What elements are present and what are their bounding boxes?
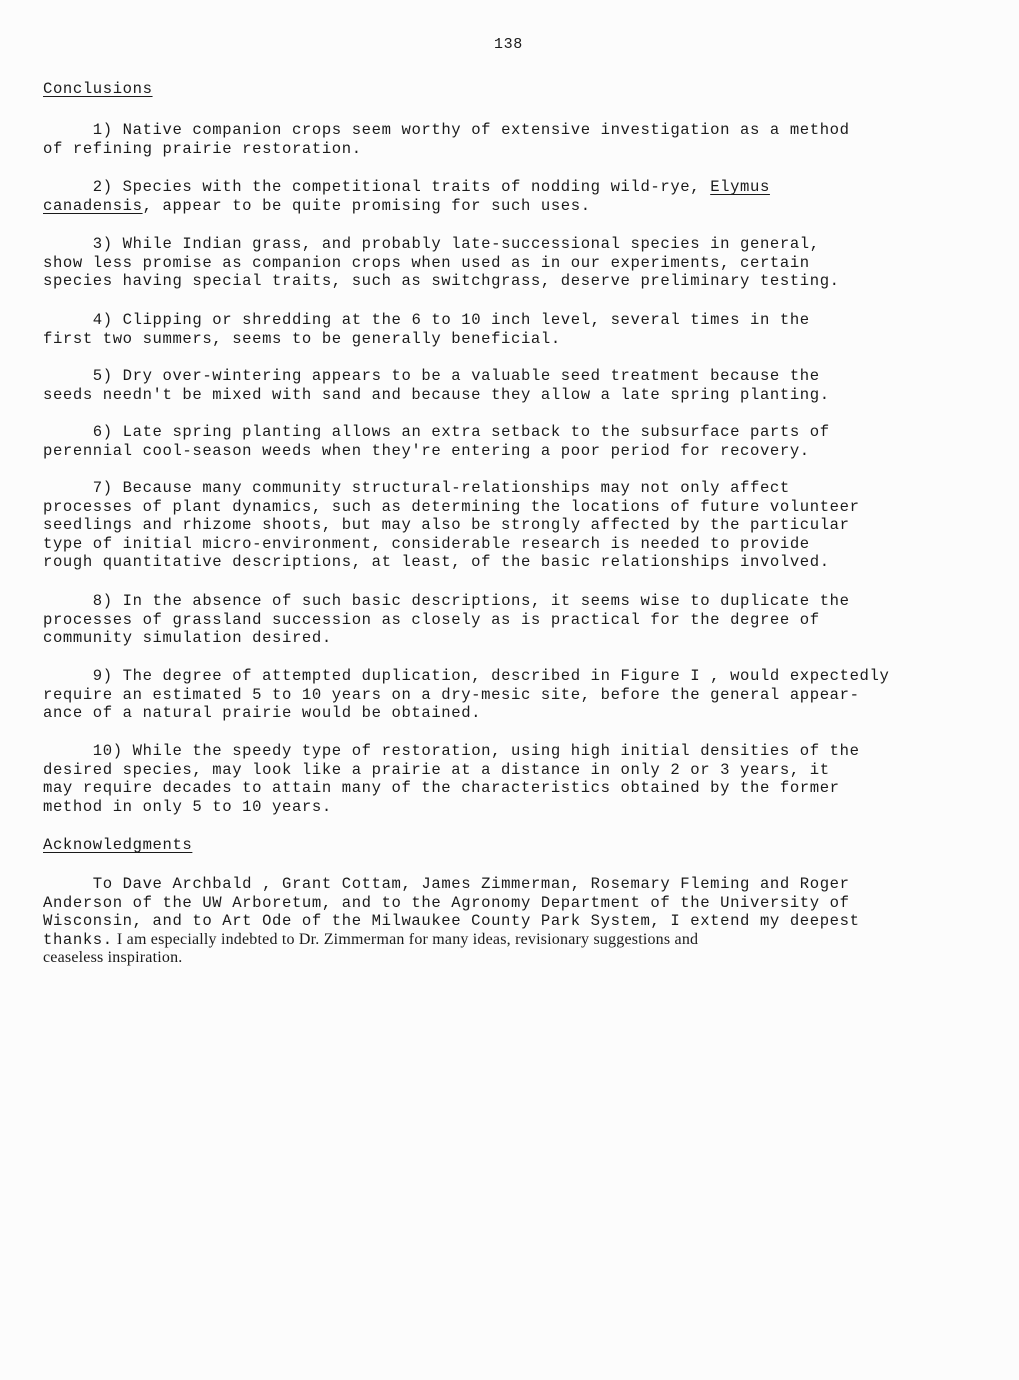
line-text: thanks. — [43, 930, 113, 949]
conclusion-item-2 — [43, 178, 993, 215]
conclusion-item-10 — [43, 742, 993, 816]
line: 3) While Indian grass, and probably late-successional species in general, — [43, 235, 820, 253]
line — [43, 197, 993, 216]
line: may require decades to attain many of the characteristics obtained by the former — [43, 779, 840, 798]
line: Anderson of the UW Arboretum, and to the Agronomy Department of the University of — [43, 893, 850, 912]
species-name: canadensis — [43, 196, 143, 215]
line: desired species, may look like a prairie at a distance in only 2 or 3 years, it — [43, 760, 830, 779]
conclusion-item-3 — [43, 235, 993, 291]
line: species having special traits, such as switchgrass, deserve preliminary testing. — [43, 272, 840, 291]
acknowledgments-paragraph — [43, 875, 993, 968]
line: 1) Native companion crops seem worthy of extensive investigation as a method — [43, 121, 850, 139]
conclusion-item-8 — [43, 592, 993, 648]
conclusion-item-6 — [43, 423, 993, 460]
conclusion-item-5 — [43, 367, 993, 404]
line: perennial cool-season weeds when they're entering a poor period for recovery. — [43, 441, 810, 460]
line: first two summers, seems to be generally beneficial. — [43, 329, 561, 348]
conclusion-item-9 — [43, 667, 993, 723]
line-text: I am especially indebted to Dr. Zimmerman for many ideas, revisionary suggestions and — [112, 930, 699, 948]
line: ance of a natural prairie would be obtained. — [43, 704, 482, 723]
line-text: , appear to be quite promising for such uses. — [142, 196, 591, 215]
conclusion-item-7 — [43, 479, 993, 572]
species-name: Elymus — [710, 178, 770, 196]
line: 6) Late spring planting allows an extra setback to the subsurface parts of — [43, 423, 830, 441]
line: 8) In the absence of such basic descriptions, it seems wise to duplicate the — [43, 592, 850, 610]
line: 10) While the speedy type of restoration, using high initial densities of the — [43, 742, 860, 760]
line: show less promise as companion crops when used as in our experiments, certain — [43, 253, 810, 272]
line: 4) Clipping or shredding at the 6 to 10 inch level, several times in the — [43, 311, 810, 329]
line — [43, 178, 993, 197]
acknowledgments-heading: Acknowledgments — [43, 836, 193, 854]
line: seedlings and rhizome shoots, but may also be strongly affected by the particular — [43, 516, 850, 535]
line: seeds needn't be mixed with sand and because they allow a late spring planting. — [43, 385, 830, 404]
line: of refining prairie restoration. — [43, 139, 362, 158]
line: type of initial micro-environment, considerable research is needed to provide — [43, 534, 810, 553]
line: To Dave Archbald , Grant Cottam, James Zimmerman, Rosemary Fleming and Roger — [43, 875, 850, 893]
line: processes of plant dynamics, such as determining the locations of future volunteer — [43, 497, 860, 516]
page-number: 138 — [494, 36, 523, 53]
line: method in only 5 to 10 years. — [43, 797, 332, 816]
line — [43, 931, 993, 950]
conclusion-item-1 — [43, 121, 993, 158]
line: require an estimated 5 to 10 years on a dry-mesic site, before the general appear- — [43, 685, 860, 704]
line: 7) Because many community structural-relationships may not only affect — [43, 479, 790, 497]
line: processes of grassland succession as closely as is practical for the degree of — [43, 610, 820, 629]
line: community simulation desired. — [43, 629, 332, 648]
line: rough quantitative descriptions, at least, of the basic relationships involved. — [43, 553, 830, 572]
conclusion-item-4 — [43, 311, 993, 348]
line: 9) The degree of attempted duplication, described in Figure I , would expectedly — [43, 667, 890, 685]
conclusions-heading: Conclusions — [43, 80, 153, 98]
line: Wisconsin, and to Art Ode of the Milwaukee County Park System, I extend my deepest — [43, 912, 860, 931]
line: ceaseless inspiration. — [43, 949, 183, 967]
line: 5) Dry over-wintering appears to be a valuable seed treatment because the — [43, 367, 820, 385]
line-text: 2) Species with the competitional traits of nodding wild-rye, — [43, 178, 711, 196]
